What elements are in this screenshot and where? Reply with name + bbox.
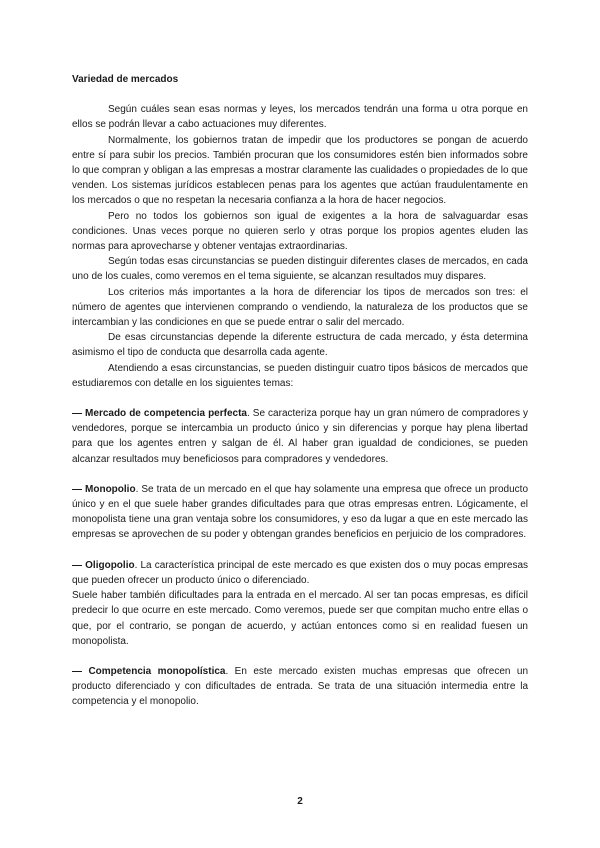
market-description: . Se caracteriza porque hay un gran número de compradores y vendedores, porque se intercambia un producto único y sin diferencias y porque hay plena libertad para que los agentes entren y salgan de él. Al haber gran igualdad de condiciones, se pueden alcanzar resultados muy beneficiosos para compradores y vendedores. (72, 408, 529, 465)
market-type-paragraph (72, 406, 528, 467)
page-number: 2 (297, 796, 303, 807)
market-term: Monopolio (85, 483, 136, 495)
market-type-paragraph (72, 664, 528, 710)
market-term-dash: — (72, 408, 82, 420)
market-type-perfect-competition (72, 406, 528, 467)
intro-paragraph-5: Los criterios más importantes a la hora de diferenciar los tipos de mercados son tres: el número de agentes que intervienen comprando o vendiendo, la naturaleza de los productos que se intercambian y las condiciones en que se puede entrar o salir del mercado. (72, 286, 528, 329)
market-term: Competencia monopolística (88, 665, 226, 677)
market-type-paragraph (72, 558, 528, 588)
market-term: Oligopolio (85, 559, 135, 571)
market-description: . Se trata de un mercado en el que hay solamente una empresa que ofrece un producto único y en el que suele haber grandes dificultades para que otras empresas entren. Lógicamente, el monopolista tiene una gran ventaja sobre los consumidores, y eso da lugar a que en este mercado las empresas se aprovechen de su poder y obtengan grandes beneficios en perjuicio de los compradores. (72, 483, 529, 541)
intro-paragraph-4: Según todas esas circunstancias se pueden distinguir diferentes clases de mercados, en cada uno de los cuales, como veremos en el tema siguiente, se alcanzan resultados muy dispares. (72, 256, 528, 283)
market-type-monopoly (72, 482, 528, 543)
market-type-oligopoly (72, 558, 528, 649)
market-term: Mercado de competencia perfecta (85, 408, 247, 420)
market-description: . En este mercado existen muchas empresas que ofrecen un producto diferenciado y con dificultades de entrada. Se trata de una situación intermedia entre la competencia y el monopolio. (72, 665, 529, 708)
section-title: Variedad de mercados (72, 74, 179, 85)
intro-paragraph-1: Según cuáles sean esas normas y leyes, los mercados tendrán una forma u otra porque en ellos se podrán llevar a cabo actuaciones muy diferentes. (72, 104, 528, 131)
market-description: . La característica principal de este mercado es que existen dos o muy pocas empresas que pueden ofrecer un producto único o diferenciado. (72, 559, 529, 586)
intro-paragraph-7: Atendiendo a esas circunstancias, se pueden distinguir cuatro tipos básicos de mercados que estudiaremos con detalle en los siguientes temas: (72, 362, 528, 389)
market-extra-paragraph: Suele haber también dificultades para la entrada en el mercado. Al ser tan pocas empresas, es difícil predecir lo que ocurre en este mercado. Como veremos, puede ser que compitan mucho entre ellas o que, por el contrario, se pongan de acuerdo, y actúan entonces como si en realidad fuesen un monopolista. (72, 590, 528, 647)
intro-paragraph-3: Pero no todos los gobiernos son igual de exigentes a la hora de salvaguardar esas condiciones. Unas veces porque no quieren serlo y otras porque los propios agentes eluden las normas para aprovecharse y obtener ventajas extraordinarias. (72, 210, 528, 253)
market-type-monopolistic-competition (72, 664, 528, 710)
market-term-dash: — (72, 559, 82, 571)
market-term-dash: — (72, 483, 82, 495)
market-type-paragraph (72, 482, 528, 543)
document-body (72, 72, 528, 710)
market-term-dash: — (72, 665, 82, 677)
intro-paragraph-6: De esas circunstancias depende la diferente estructura de cada mercado, y ésta determina asimismo el tipo de conducta que desarrolla cada agente. (72, 332, 528, 359)
intro-paragraph-2: Normalmente, los gobiernos tratan de impedir que los productores se pongan de acuerdo entre sí para subir los precios. También procuran que los consumidores estén bien informados sobre lo que compran y obligan a las empresas a mostrar claramente las cualidades o propiedades de lo que venden. Los sistemas jurídicos establecen penas para los agentes que actúan fraudulentamente en los mercados o que no respetan la necesaria confianza a la hora de hacer negocios. (72, 134, 528, 207)
